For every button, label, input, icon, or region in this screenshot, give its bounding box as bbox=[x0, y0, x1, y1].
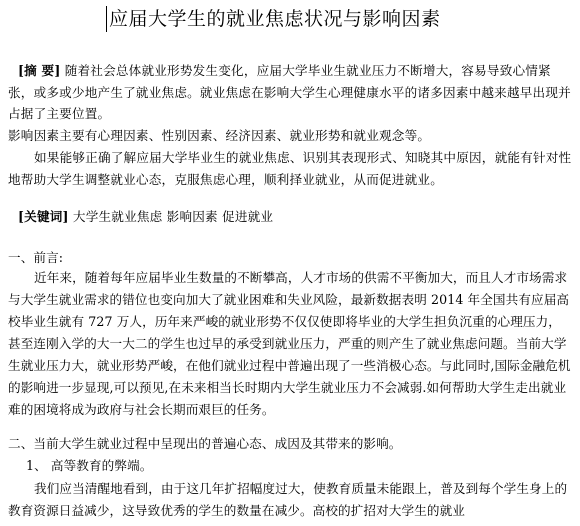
abstract-text: 随着社会总体就业形势发生变化，应届大学毕业生就业压力不断增大，容易导致心情紧张，或多或少地产生了就业焦虑。就业焦虑在影响大学生心理健康水平的诸多因素中越来越早出现并占据了主要位置。 bbox=[8, 63, 571, 122]
section2-heading: 二、当前大学生就业过程中呈现出的普遍心态、成因及其带来的影响。 bbox=[8, 436, 402, 451]
text-cursor bbox=[106, 6, 107, 32]
abstract-paragraph bbox=[8, 60, 572, 125]
page-title: 应届大学生的就业焦虑状况与影响因素 bbox=[109, 8, 441, 30]
abstract-closing: 如果能够正确了解应届大学毕业生的就业焦虑、识别其表现形式、知晓其中原因，就能有针对性地帮助大学生调整就业心态，克服焦虑心理，顺利择业就业，从而促进就业。 bbox=[8, 150, 572, 187]
sub1-heading: 1、 高等教育的弊端。 bbox=[26, 458, 153, 473]
intro-heading: 一、前言: bbox=[8, 250, 64, 265]
abstract-label: [摘 要] bbox=[18, 63, 61, 78]
sub1-body: 我们应当清醒地看到，由于这几年扩招幅度过大，使教育质量未能跟上，普及到每个学生身上的教育资源日益减少，这导致优秀的学生的数量在减少。高校的扩招对大学生的就业 bbox=[8, 481, 568, 518]
keywords-text: 大学生就业焦虑 影响因素 促进就业 bbox=[68, 209, 274, 224]
keywords-paragraph bbox=[8, 206, 572, 228]
keywords-label: [关键词] bbox=[18, 209, 69, 224]
intro-body: 近年来，随着每年应届毕业生数量的不断攀高，人才市场的供需不平衡加大，而且人才市场需求与大学生就业需求的错位也变向加大了就业困难和失业风险，最新数据表明 2014 年全国共有应届高校毕业生就有 727 万人，历年来严峻的就业形势不仅仅使即将毕业的大学生担负沉重的心理压力，甚至连刚入学的大一大二的学生也过早的承受到就业压力，严重的则产生了就业焦虑问题。当前大学生就业压力大，就业形势严峻，在他们就业过程中普遍出现了一些消极心态。与此同时,国际金融危机的影响进一步显现,可以预见,在未来相当长时期内大学生就业压力不会减弱.如何帮助大学生走出就业难的困境将成为政府与社会长期而艰巨的任务。 bbox=[8, 270, 571, 417]
abstract-factors: 影响因素主要有心理因素、性别因素、经济因素、就业形势和就业观念等。 bbox=[8, 128, 431, 143]
